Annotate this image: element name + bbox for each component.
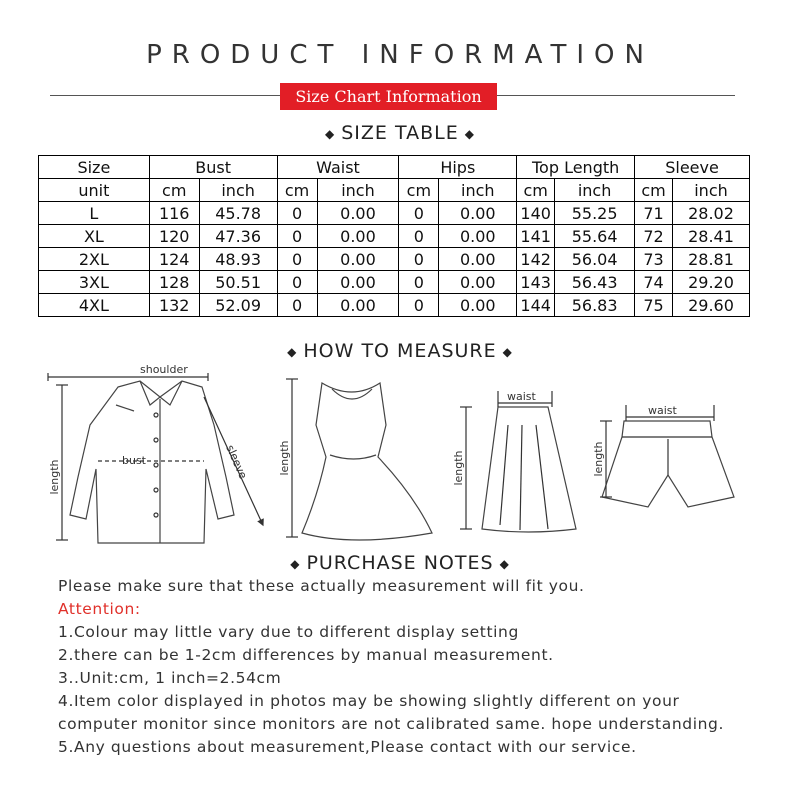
how-to-measure-heading-text: HOW TO MEASURE: [303, 340, 497, 362]
table-unit-cell: inch: [439, 179, 517, 202]
dress-icon: [302, 383, 432, 540]
table-cell: 116: [149, 202, 199, 225]
dress-length-label: length: [278, 440, 291, 476]
table-cell: 56.43: [555, 271, 635, 294]
table-cell: 28.41: [673, 225, 750, 248]
skirt-length-label: length: [452, 450, 465, 486]
table-row: [39, 225, 750, 248]
diamond-icon: ◆: [464, 126, 475, 141]
note-line: 3..Unit:cm, 1 inch=2.54cm: [58, 669, 282, 687]
table-cell: XL: [39, 225, 150, 248]
table-cell: 142: [517, 248, 555, 271]
table-unit-cell: inch: [555, 179, 635, 202]
table-header-cell: Size: [39, 156, 150, 179]
table-cell: 128: [149, 271, 199, 294]
table-cell: 73: [635, 248, 673, 271]
table-cell: 140: [517, 202, 555, 225]
diamond-icon: ◆: [499, 556, 510, 571]
table-cell: 0.00: [317, 271, 399, 294]
purchase-notes-heading: [0, 552, 800, 574]
purchase-notes-heading-text: PURCHASE NOTES: [306, 552, 494, 574]
table-unit-cell: inch: [673, 179, 750, 202]
table-cell: 0.00: [439, 271, 517, 294]
table-cell: 55.64: [555, 225, 635, 248]
table-cell: 0: [277, 271, 317, 294]
diamond-icon: ◆: [290, 556, 301, 571]
shorts-length-label: length: [592, 441, 605, 477]
table-header-cell: Bust: [149, 156, 277, 179]
note-line: 5.Any questions about measurement,Please contact with our service.: [58, 738, 637, 756]
table-unit-cell: unit: [39, 179, 150, 202]
shirt-length-label: length: [48, 459, 61, 495]
table-cell: 141: [517, 225, 555, 248]
table-unit-cell: inch: [317, 179, 399, 202]
table-cell: 56.83: [555, 294, 635, 317]
skirt-waist-label: waist: [507, 390, 536, 403]
page-title: PRODUCT INFORMATION: [146, 40, 654, 70]
purchase-notes: [58, 575, 778, 759]
table-cell: 144: [517, 294, 555, 317]
table-cell: 124: [149, 248, 199, 271]
table-unit-cell: cm: [635, 179, 673, 202]
table-cell: 29.60: [673, 294, 750, 317]
table-unit-cell: cm: [399, 179, 439, 202]
table-cell: 0: [277, 225, 317, 248]
table-cell: 0.00: [439, 294, 517, 317]
table-cell: 55.25: [555, 202, 635, 225]
table-cell: 71: [635, 202, 673, 225]
table-cell: 52.09: [199, 294, 277, 317]
table-cell: 0: [399, 294, 439, 317]
divider-right: [497, 95, 735, 96]
table-cell: 2XL: [39, 248, 150, 271]
table-cell: 0: [277, 248, 317, 271]
table-unit-cell: cm: [149, 179, 199, 202]
table-cell: 45.78: [199, 202, 277, 225]
table-cell: 0.00: [439, 225, 517, 248]
size-table-heading: [0, 122, 800, 144]
table-cell: 0: [399, 271, 439, 294]
table-cell: 0: [277, 294, 317, 317]
table-cell: 50.51: [199, 271, 277, 294]
table-header-cell: Hips: [399, 156, 517, 179]
measurement-diagram: [0, 365, 800, 545]
table-row: [39, 271, 750, 294]
table-cell: 0: [399, 225, 439, 248]
table-unit-cell: inch: [199, 179, 277, 202]
table-cell: 4XL: [39, 294, 150, 317]
sleeve-label: sleeve: [223, 442, 250, 481]
table-cell: 0.00: [317, 294, 399, 317]
table-row: [39, 248, 750, 271]
how-to-measure-heading: [0, 340, 800, 362]
table-unit-row: [39, 179, 750, 202]
table-row: [39, 202, 750, 225]
note-line: 2.there can be 1-2cm differences by manual measurement.: [58, 646, 554, 664]
table-header-cell: Sleeve: [635, 156, 750, 179]
table-cell: 28.81: [673, 248, 750, 271]
skirt-icon: [482, 407, 576, 532]
table-cell: 75: [635, 294, 673, 317]
size-chart-badge: Size Chart Information: [280, 83, 497, 110]
table-cell: 0: [277, 202, 317, 225]
table-cell: 29.20: [673, 271, 750, 294]
size-table-heading-text: SIZE TABLE: [341, 122, 459, 144]
table-cell: 0.00: [439, 202, 517, 225]
shorts-icon: [602, 421, 734, 507]
divider-left: [50, 95, 282, 96]
note-line: computer monitor since monitors are not calibrated same. hope understanding.: [58, 715, 724, 733]
attention-label: Attention:: [58, 600, 141, 618]
table-cell: 28.02: [673, 202, 750, 225]
notes-intro: Please make sure that these actually measurement will fit you.: [58, 577, 585, 595]
table-cell: 72: [635, 225, 673, 248]
shorts-waist-label: waist: [648, 404, 677, 417]
diamond-icon: ◆: [502, 344, 513, 359]
diamond-icon: ◆: [287, 344, 298, 359]
table-header-row: [39, 156, 750, 179]
table-cell: 56.04: [555, 248, 635, 271]
table-header-cell: Waist: [277, 156, 399, 179]
table-cell: 48.93: [199, 248, 277, 271]
table-cell: 0.00: [317, 248, 399, 271]
size-table: [38, 155, 750, 317]
bust-label: bust: [122, 454, 146, 467]
table-unit-cell: cm: [277, 179, 317, 202]
table-cell: 132: [149, 294, 199, 317]
table-cell: 0.00: [439, 248, 517, 271]
table-cell: 0: [399, 248, 439, 271]
note-line: 1.Colour may little vary due to different display setting: [58, 623, 519, 641]
table-cell: 120: [149, 225, 199, 248]
shirt-icon: [70, 381, 234, 543]
table-cell: 47.36: [199, 225, 277, 248]
table-header-cell: Top Length: [517, 156, 635, 179]
table-cell: 0: [399, 202, 439, 225]
table-cell: 3XL: [39, 271, 150, 294]
table-cell: L: [39, 202, 150, 225]
diamond-icon: ◆: [325, 126, 336, 141]
note-line: 4.Item color displayed in photos may be showing slightly different on your: [58, 692, 680, 710]
table-cell: 74: [635, 271, 673, 294]
table-unit-cell: cm: [517, 179, 555, 202]
table-cell: 0.00: [317, 225, 399, 248]
shoulder-label: shoulder: [140, 365, 188, 376]
table-cell: 143: [517, 271, 555, 294]
table-cell: 0.00: [317, 202, 399, 225]
table-row: [39, 294, 750, 317]
